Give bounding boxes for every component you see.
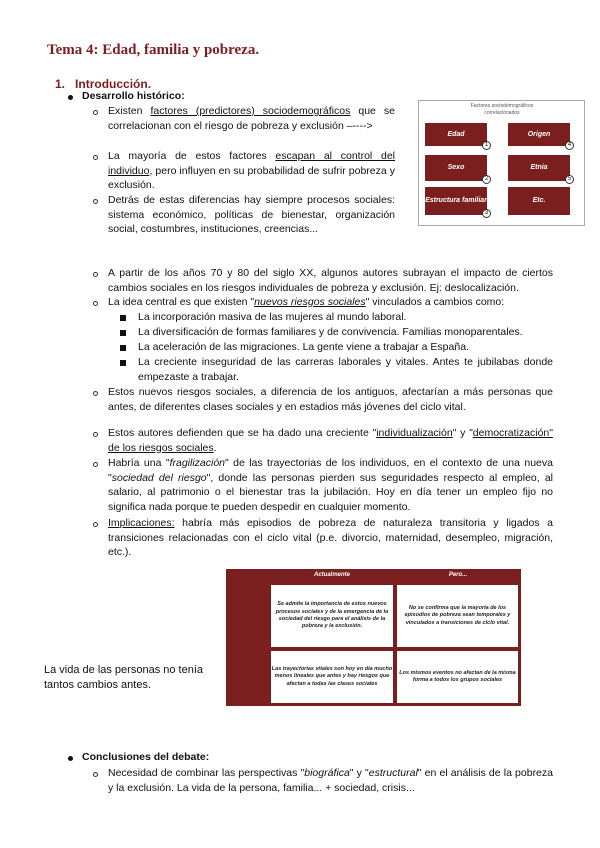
paragraph-fragilizacion — [108, 456, 553, 514]
text: ", donde las personas pierden sus seguridades respecto al empleo, al salario, al patrimonio o el bienestar tras la jubilación. Hoy en día tener un empleo fijo no significa nada porque te pueden despedir en cualquier momento. — [108, 471, 553, 513]
number-badge: 2 — [482, 175, 491, 184]
text: " de las trayectorias de los individuos, en el contexto de una nueva " — [108, 457, 553, 484]
text: Existen — [108, 105, 151, 117]
bullet-circle — [93, 110, 98, 115]
box-label: Edad — [447, 130, 465, 138]
bullet-circle — [93, 522, 98, 527]
bullet-circle — [93, 772, 98, 777]
bullet-circle — [93, 462, 98, 467]
number-badge: 4 — [565, 141, 574, 150]
text: La idea central es que existen " — [108, 296, 255, 308]
bullet-circle — [93, 199, 98, 204]
underlined-text: Implicaciones: — [108, 517, 175, 529]
paragraph-factores — [108, 104, 395, 133]
bullet-square — [120, 345, 126, 351]
bullet-circle — [93, 301, 98, 306]
text: " y " — [349, 767, 369, 779]
italic-text: estructural — [368, 767, 418, 779]
bullet-circle — [93, 432, 98, 437]
box-label: Estructura familiar — [425, 197, 487, 204]
number-badge: 3 — [482, 209, 491, 218]
bullet-square — [120, 330, 126, 336]
bullet-disc — [68, 95, 73, 100]
paragraph-individualizacion — [108, 426, 553, 455]
box-label: Etnia — [530, 164, 548, 171]
box-label: Sexo — [447, 164, 465, 171]
diagram-factores — [418, 100, 585, 226]
underlined-text: nuevos riesgos sociales — [254, 296, 366, 308]
table-header: Pero... — [448, 572, 468, 578]
paragraph-anos-70: A partir de los años 70 y 80 del siglo XX, algunos autores subrayan el impacto de ciertos cambios sociales en los riesgos individuales de pobreza y exclusión. Ej: deslocalización. — [108, 267, 553, 294]
bullet-square — [120, 315, 126, 321]
text: Habría una " — [108, 457, 170, 469]
underlined-text: individualización — [376, 427, 453, 439]
text: " y " — [452, 427, 473, 439]
paragraph-procesos: Detrás de estas diferencias hay siempre procesos sociales: sistema económico, políticas de bienestar, organización social, costumbres, instituciones, creencias... — [108, 194, 395, 235]
italic-text: biográfica — [304, 767, 350, 779]
text: " en el análisis de la pobreza y la exclusión. La vida de la persona, familia... + sociedad, crisis... — [108, 767, 553, 794]
section-heading — [55, 77, 151, 91]
side-note: La vida de las personas no tenía tantos cambios antes. — [44, 664, 204, 691]
number-badge: 5 — [565, 175, 574, 184]
text: habría más episodios de pobreza de naturaleza transitoria y ligados a transiciones relacionadas con el ciclo vital (p.e. divorcio, maternidad, desempleo, migración, etc.). — [108, 517, 553, 558]
table-cell: No se confirma que la mayoría de los episodios de pobreza sean temporales y vinculados a transiciones de ciclo vital. — [397, 585, 518, 647]
text: , pero influyen en su probabilidad de sufrir pobreza y exclusión. — [108, 164, 395, 191]
table-cell: Los mismos eventos no afectan de la misma forma a todos los grupos sociales — [397, 651, 518, 703]
text: Necesidad de combinar las perspectivas " — [108, 767, 305, 779]
text: La mayoría de estos factores — [108, 150, 276, 162]
paragraph-idea-central — [108, 295, 553, 310]
bullet-circle — [93, 272, 98, 277]
diagram-header: Factores sociodemográficos correlacionados — [470, 103, 534, 116]
table-cell: Las trayectorias vitales son hoy en día mucho menos lineales que antes y hay riesgos que afectan a todas las clases sociales — [271, 651, 393, 703]
diagram-box-etc — [508, 187, 570, 215]
list-item: La aceleración de las migraciones. La gente viene a trabajar a España. — [138, 341, 469, 353]
italic-text: fragilización — [169, 457, 226, 469]
diagram-box-edad — [425, 123, 487, 146]
underlined-text: factores (predictores) sociodemográficos — [150, 105, 351, 117]
underlined-text: democratización" de los riesgos sociales — [108, 427, 553, 454]
underlined-text: escapan al control del individuo — [108, 150, 395, 177]
paragraph-conclusion — [108, 766, 553, 795]
subheading-conclusiones: Conclusiones del debate: — [82, 751, 210, 763]
bullet-circle — [93, 155, 98, 160]
table-cell: Se admite la importancia de estos nuevos procesos sociales y de la emergencia de la sociedad del riesgo para el análisis de la pobreza y la exclusión. — [271, 585, 393, 647]
paragraph-nuevos-riesgos: Estos nuevos riesgos sociales, a diferencia de los antiguos, afectarían a más personas que antes, de diferentes clases sociales y en estadios más jóvenes del ciclo vital. — [108, 386, 553, 413]
italic-text: sociedad del riesgo — [111, 471, 207, 484]
paragraph-implicaciones — [108, 516, 553, 560]
text: " vinculados a cambios como: — [365, 296, 505, 308]
box-label: Origen — [527, 130, 551, 138]
diagram-box-etnia — [508, 155, 570, 181]
section-number: 1. — [55, 77, 66, 91]
text: . — [213, 441, 217, 454]
text: que se correlacionan con el riesgo de pobreza y exclusión –----> — [108, 105, 395, 132]
list-item: La diversificación de formas familiares y de convivencia. Familias monoparentales. — [138, 326, 523, 338]
table-header: Actualmente — [313, 572, 350, 578]
page-title: Tema 4: Edad, familia y pobreza. — [47, 42, 260, 58]
text: Estos autores defienden que se ha dado una creciente " — [108, 427, 377, 439]
number-badge: 1 — [482, 141, 491, 150]
bullet-disc — [68, 756, 73, 761]
diagram-box-origen — [508, 123, 570, 146]
bullet-circle — [93, 391, 98, 396]
comparison-table — [226, 569, 521, 706]
section-label: Introducción. — [75, 77, 152, 91]
diagram-box-estructura — [425, 187, 487, 215]
list-item: La incorporación masiva de las mujeres al mundo laboral. — [138, 311, 407, 323]
diagram-box-sexo — [425, 155, 487, 181]
box-label: Etc. — [532, 197, 546, 204]
paragraph-control — [108, 149, 395, 193]
list-item: La creciente inseguridad de las carreras laborales y vitales. Antes te jubilabas donde empezaste a trabajar. — [138, 356, 553, 383]
subheading-desarrollo: Desarrollo histórico: — [82, 90, 185, 102]
bullet-square — [120, 360, 126, 366]
